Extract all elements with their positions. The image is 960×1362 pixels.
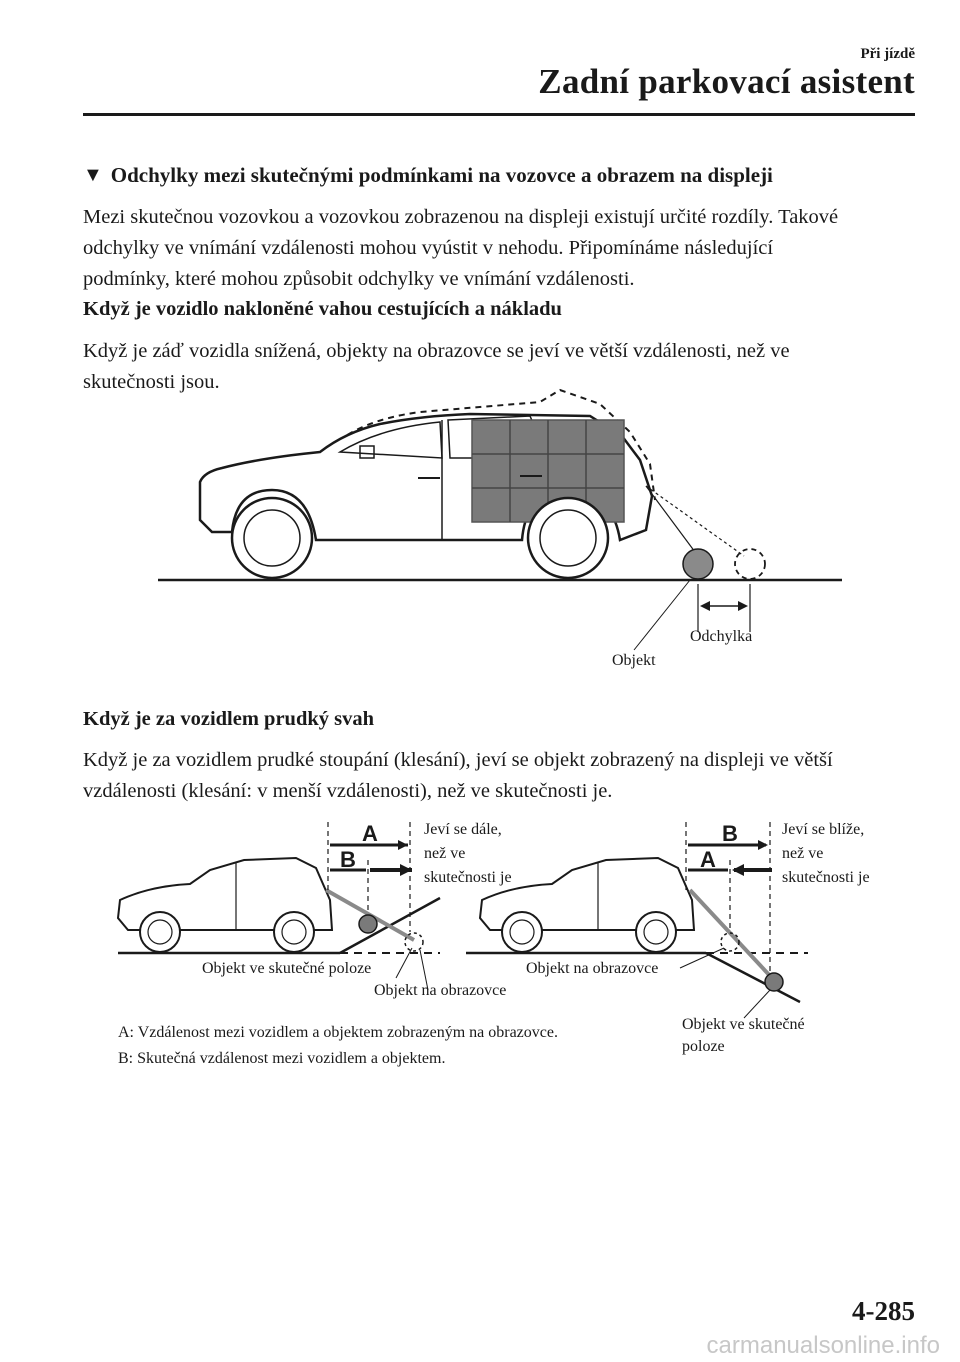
distance-letter-a: A [362, 821, 378, 846]
object-label: Objekt [612, 652, 656, 669]
page-number: 4-285 [852, 1296, 915, 1326]
appears-closer-note: Jeví se blíže, než ve skutečnosti je [782, 821, 870, 886]
page-title: Zadní parkovací asistent [538, 62, 915, 101]
case1-line: skutečnosti jsou. [83, 371, 220, 393]
deviation-label: Odchylka [690, 628, 753, 645]
case2-line: vzdálenosti (klesání: v menší vzdálenosti), než ve skutečnosti je. [83, 780, 613, 802]
distance-letter-b: B [722, 821, 738, 846]
watermark: carmanualsonline.info [706, 1332, 940, 1359]
intro-line: podmínky, které mohou způsobit odchylky ve vnímání vzdálenosti. [83, 268, 635, 290]
section-label: Při jízdě [860, 46, 915, 62]
screen-sight-line [646, 486, 744, 556]
distance-letter-a: A [700, 847, 716, 872]
appears-farther-note: Jeví se dále, než ve skutečnosti je [424, 821, 512, 886]
rear-wheel [528, 498, 608, 578]
screen-object-label: Objekt na obrazovce [374, 982, 507, 999]
actual-object [683, 549, 713, 579]
actual-object [359, 915, 377, 933]
displayed-object [735, 549, 765, 579]
actual-object [765, 973, 783, 991]
intro-line: Mezi skutečnou vozovkou a vozovkou zobrazenou na displeji existují určité rozdíly. Takové [83, 206, 839, 228]
object-leader [634, 580, 690, 650]
actual-position-label: Objekt ve skutečné poloze [202, 960, 372, 977]
case2-title: Když je za vozidlem prudký svah [83, 708, 374, 730]
figure-downhill [466, 822, 808, 1018]
actual-sight-line [646, 486, 698, 556]
legend-a: A: Vzdálenost mezi vozidlem a objektem zobrazeným na obrazovce. [118, 1024, 558, 1041]
case1-line: Když je záď vozidla snížená, objekty na obrazovce se jeví ve větší vzdálenosti, než ve [83, 340, 790, 362]
triangle-bullet-icon: ▼ [83, 164, 103, 186]
case2-line: Když je za vozidlem prudké stoupání (klesání), jeví se objekt zobrazený na displeji ve větší [83, 749, 833, 771]
case1-title: Když je vozidlo nakloněné vahou cestujících a nákladu [83, 298, 562, 320]
actual-position-label: Objekt ve skutečné poloze [682, 1016, 805, 1055]
distance-letter-b: B [340, 847, 356, 872]
front-wheel [232, 498, 312, 578]
legend-b: B: Skutečná vzdálenost mezi vozidlem a objektem. [118, 1050, 446, 1067]
screen-object-label: Objekt na obrazovce [526, 960, 659, 977]
section-heading-text: Odchylky mezi skutečnými podmínkami na vozovce a obrazem na displeji [110, 163, 773, 187]
intro-line: odchylky ve vnímání vzdálenosti mohou vyústit v nehodu. Připomínáme následující [83, 237, 774, 259]
case2-paragraph [83, 745, 913, 807]
